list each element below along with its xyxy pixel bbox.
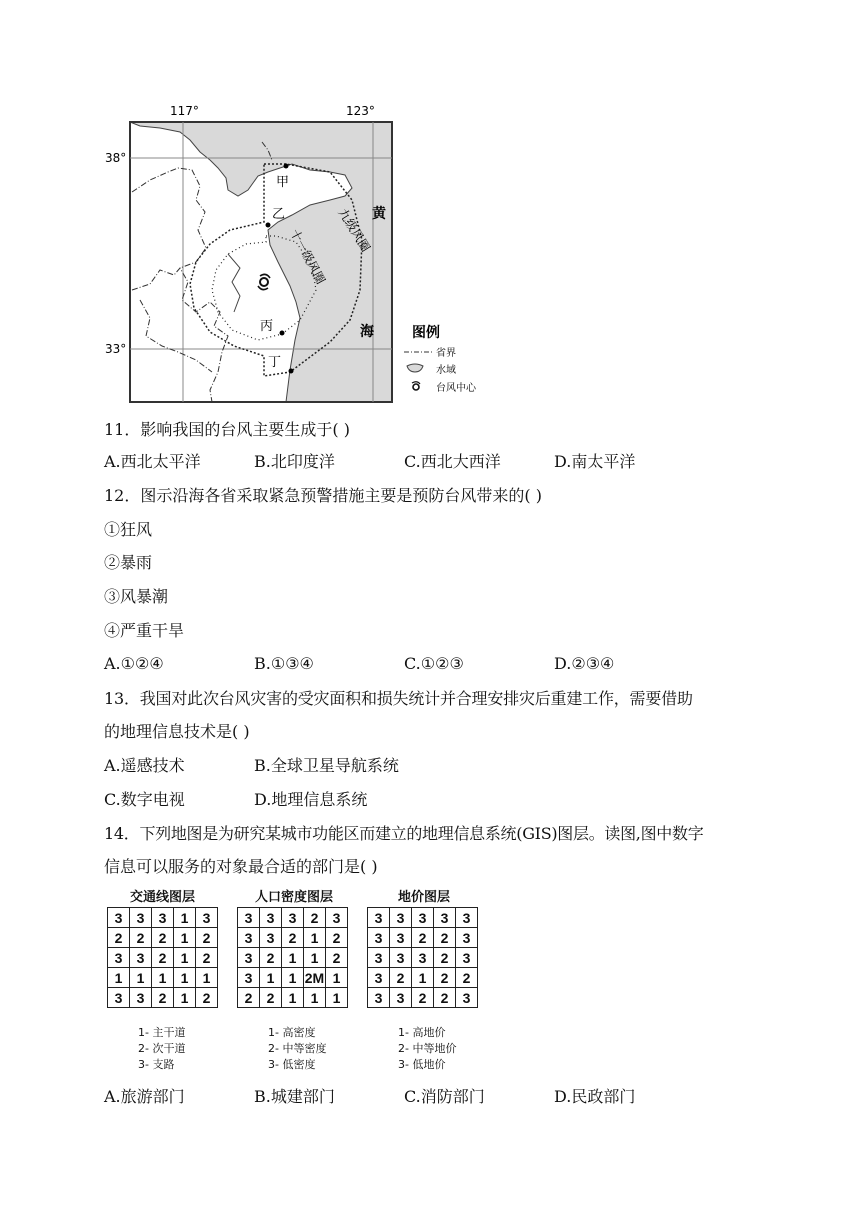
gis-grid-cell: 1 (304, 928, 326, 948)
gis-grid-cell: 2 (434, 988, 456, 1008)
gis-grid-cell: 3 (326, 908, 348, 928)
lat-label-top: 38° (105, 151, 127, 165)
gis-grid-cell: 2 (434, 928, 456, 948)
gis-legend-item: 2- 次干道 (138, 1042, 186, 1055)
gis-grid-cell: 2 (456, 968, 478, 988)
gis-grid-cell: 3 (412, 948, 434, 968)
map-legend (404, 324, 477, 394)
q12-item-2: ②暴雨 (104, 553, 153, 572)
gis-legend-item: 1- 高地价 (398, 1026, 446, 1039)
gis-grid-cell: 3 (108, 948, 130, 968)
gis-grid-cell: 1 (174, 968, 196, 988)
lon-label-left: 117° (170, 104, 199, 118)
gis-grid-cell: 3 (130, 988, 152, 1008)
gis-legend-traffic (138, 1025, 185, 1073)
gis-grid-cell: 3 (368, 908, 390, 928)
gis-legend-item: 3- 低地价 (398, 1058, 446, 1071)
sea-label-1: 黄 (372, 206, 386, 222)
q13-option-a[interactable]: A.遥感技术 (104, 756, 185, 775)
gis-grid-cell: 2 (130, 928, 152, 948)
gis-legend-item: 2- 中等密度 (268, 1042, 327, 1055)
gis-grid-cell: 2 (152, 928, 174, 948)
gis-grid-cell: 3 (390, 988, 412, 1008)
q11-option-d[interactable]: D.南太平洋 (554, 452, 636, 471)
typhoon-center-icon (258, 274, 270, 289)
gis-legend-item: 3- 支路 (138, 1058, 175, 1071)
q12-option-a[interactable]: A.①②④ (104, 654, 164, 673)
gis-grid-cell: 3 (238, 948, 260, 968)
gis-grid-cell: 1 (326, 968, 348, 988)
gis-grid-cell: 3 (368, 948, 390, 968)
gis-grid-cell: 1 (282, 988, 304, 1008)
gis-grid-cell: 3 (390, 908, 412, 928)
legend-item-water: 水域 (436, 365, 456, 376)
gis-grid-cell: 2 (260, 948, 282, 968)
gis-grid-cell: 2 (238, 988, 260, 1008)
gis-grid-cell: 2 (434, 968, 456, 988)
q14-option-b[interactable]: B.城建部门 (254, 1087, 335, 1106)
ring-11-label: 十一级风圈 (287, 226, 328, 287)
legend-item-boundary: 省界 (436, 348, 456, 359)
q11-stem: 11．影响我国的台风主要生成于( ) (104, 420, 350, 439)
q12-item-3: ③风暴潮 (104, 587, 169, 606)
q12-option-c[interactable]: C.①②③ (404, 654, 464, 673)
q13-stem-line1: 13．我国对此次台风灾害的受灾面积和损失统计并合理安排灾后重建工作，需要借助 (104, 689, 693, 708)
point-label-ding: 丁 (268, 355, 282, 370)
gis-grid-cell: 3 (456, 928, 478, 948)
q13-stem-line2: 的地理信息技术是( ) (104, 722, 250, 741)
lon-label-right: 123° (346, 104, 375, 118)
point-label-jia: 甲 (276, 175, 290, 190)
gis-grid-cell: 2 (326, 928, 348, 948)
gis-grid-cell: 1 (282, 968, 304, 988)
gis-grid-cell: 1 (282, 948, 304, 968)
q13-option-c[interactable]: C.数字电视 (104, 790, 185, 809)
q13-option-b[interactable]: B.全球卫星导航系统 (254, 756, 399, 775)
gis-grid-cell: 2 (152, 988, 174, 1008)
gis-grid-cell: 1 (174, 908, 196, 928)
gis-grid-cell: 1 (304, 988, 326, 1008)
sea-area (130, 122, 392, 402)
q14-option-c[interactable]: C.消防部门 (404, 1087, 485, 1106)
gis-grid-population (237, 907, 348, 1008)
gis-grid-cell: 1 (412, 968, 434, 988)
gis-layer-title-traffic: 交通线图层 (130, 890, 196, 905)
lat-label-bottom: 33° (105, 342, 127, 356)
gis-grid-cell: 1 (260, 968, 282, 988)
gis-grid-cell: 2 (196, 928, 218, 948)
gis-grid-cell: 2 (304, 908, 326, 928)
gis-grid-cell: 3 (238, 968, 260, 988)
gis-grid-cell: 1 (326, 988, 348, 1008)
gis-grid-cell: 2 (260, 988, 282, 1008)
gis-grid-cell: 2M (304, 969, 325, 986)
gis-layer-title-population: 人口密度图层 (255, 890, 334, 905)
gis-grid-cell: 1 (152, 968, 174, 988)
gis-grid-cell: 1 (130, 968, 152, 988)
gis-grid-cell: 2 (152, 948, 174, 968)
gis-grid-cell: 3 (108, 988, 130, 1008)
gis-grid-cell: 3 (412, 908, 434, 928)
gis-grid-cell: 1 (174, 988, 196, 1008)
q12-option-d[interactable]: D.②③④ (554, 654, 615, 673)
gis-grid-cell: 3 (456, 948, 478, 968)
q14-option-d[interactable]: D.民政部门 (554, 1087, 636, 1106)
q11-option-a[interactable]: A.西北太平洋 (104, 452, 201, 471)
water-icon (407, 364, 423, 372)
gis-grid-cell: 3 (456, 988, 478, 1008)
q12-stem: 12．图示沿海各省采取紧急预警措施主要是预防台风带来的( ) (104, 486, 542, 505)
gis-grid-cell: 3 (368, 928, 390, 948)
gis-grid-cell: 2 (412, 928, 434, 948)
gis-legend-landprice (398, 1025, 456, 1073)
gis-legend-item: 3- 低密度 (268, 1058, 316, 1071)
gis-grid-cell: 1 (174, 948, 196, 968)
gis-grid-cell: 3 (434, 908, 456, 928)
gis-grid-cell: 3 (130, 908, 152, 928)
q14-option-a[interactable]: A.旅游部门 (104, 1087, 185, 1106)
gis-grid-cell: 2 (326, 948, 348, 968)
gis-grid-landprice (367, 907, 478, 1008)
gis-grid-cell: 3 (260, 908, 282, 928)
gis-grid-cell: 2 (108, 928, 130, 948)
gis-grid-cell: 2 (282, 928, 304, 948)
gis-grid-cell: 3 (390, 948, 412, 968)
gis-grid-cell: 2 (196, 948, 218, 968)
gis-grid-cell: 2 (412, 988, 434, 1008)
legend-title: 图例 (412, 325, 440, 341)
gis-grid-cell: 3 (260, 928, 282, 948)
gis-grid-cell: 2 (390, 968, 412, 988)
gis-grid-cell: 1 (196, 968, 218, 988)
q11-option-b[interactable]: B.北印度洋 (254, 452, 335, 471)
gis-grid-cell: 1 (108, 968, 130, 988)
gis-grid-cell: 3 (152, 908, 174, 928)
ring-9-label: 九级风圈 (335, 206, 373, 255)
gis-grid-cell: 3 (368, 968, 390, 988)
gis-grid-cell: 3 (238, 908, 260, 928)
gis-grid-cell: 3 (238, 928, 260, 948)
typhoon-map (100, 96, 520, 406)
point-label-yi: 乙 (272, 207, 286, 222)
gis-legend-item: 1- 高密度 (268, 1026, 316, 1039)
gis-grid-cell: 2 (196, 988, 218, 1008)
q12-option-b[interactable]: B.①③④ (254, 654, 314, 673)
point-label-bing: 丙 (260, 319, 274, 334)
gis-legend-item: 2- 中等地价 (398, 1042, 457, 1055)
q13-option-d[interactable]: D.地理信息系统 (254, 790, 368, 809)
q14-stem-line2: 信息可以服务的对象最合适的部门是( ) (104, 857, 378, 876)
gis-grid-cell: 3 (368, 988, 390, 1008)
gis-grid-cell: 3 (196, 908, 218, 928)
gis-grid-cell: 3 (130, 948, 152, 968)
q12-item-1: ①狂风 (104, 520, 153, 539)
q14-stem-line1: 14．下列地图是为研究某城市功能区而建立的地理信息系统(GIS)图层。读图,图中数字 (104, 824, 704, 843)
gis-grid-traffic (107, 907, 218, 1008)
gis-grid-cell: 2 (434, 948, 456, 968)
legend-item-center: 台风中心 (436, 383, 476, 394)
typhoon-center-legend-icon (412, 382, 420, 390)
q12-item-4: ④严重干旱 (104, 621, 185, 640)
sea-label-2: 海 (360, 324, 374, 340)
gis-legend-population (268, 1025, 326, 1073)
gis-legend-item: 1- 主干道 (138, 1026, 186, 1039)
gis-grid-cell: 3 (390, 928, 412, 948)
gis-grid-cell: 3 (456, 908, 478, 928)
gis-grid-cell: 3 (108, 908, 130, 928)
gis-grid-cell: 1 (174, 928, 196, 948)
gis-grid-cell: 3 (282, 908, 304, 928)
gis-layer-title-landprice: 地价图层 (398, 890, 451, 905)
q11-option-c[interactable]: C.西北大西洋 (404, 452, 501, 471)
gis-grid-cell: 1 (304, 948, 326, 968)
